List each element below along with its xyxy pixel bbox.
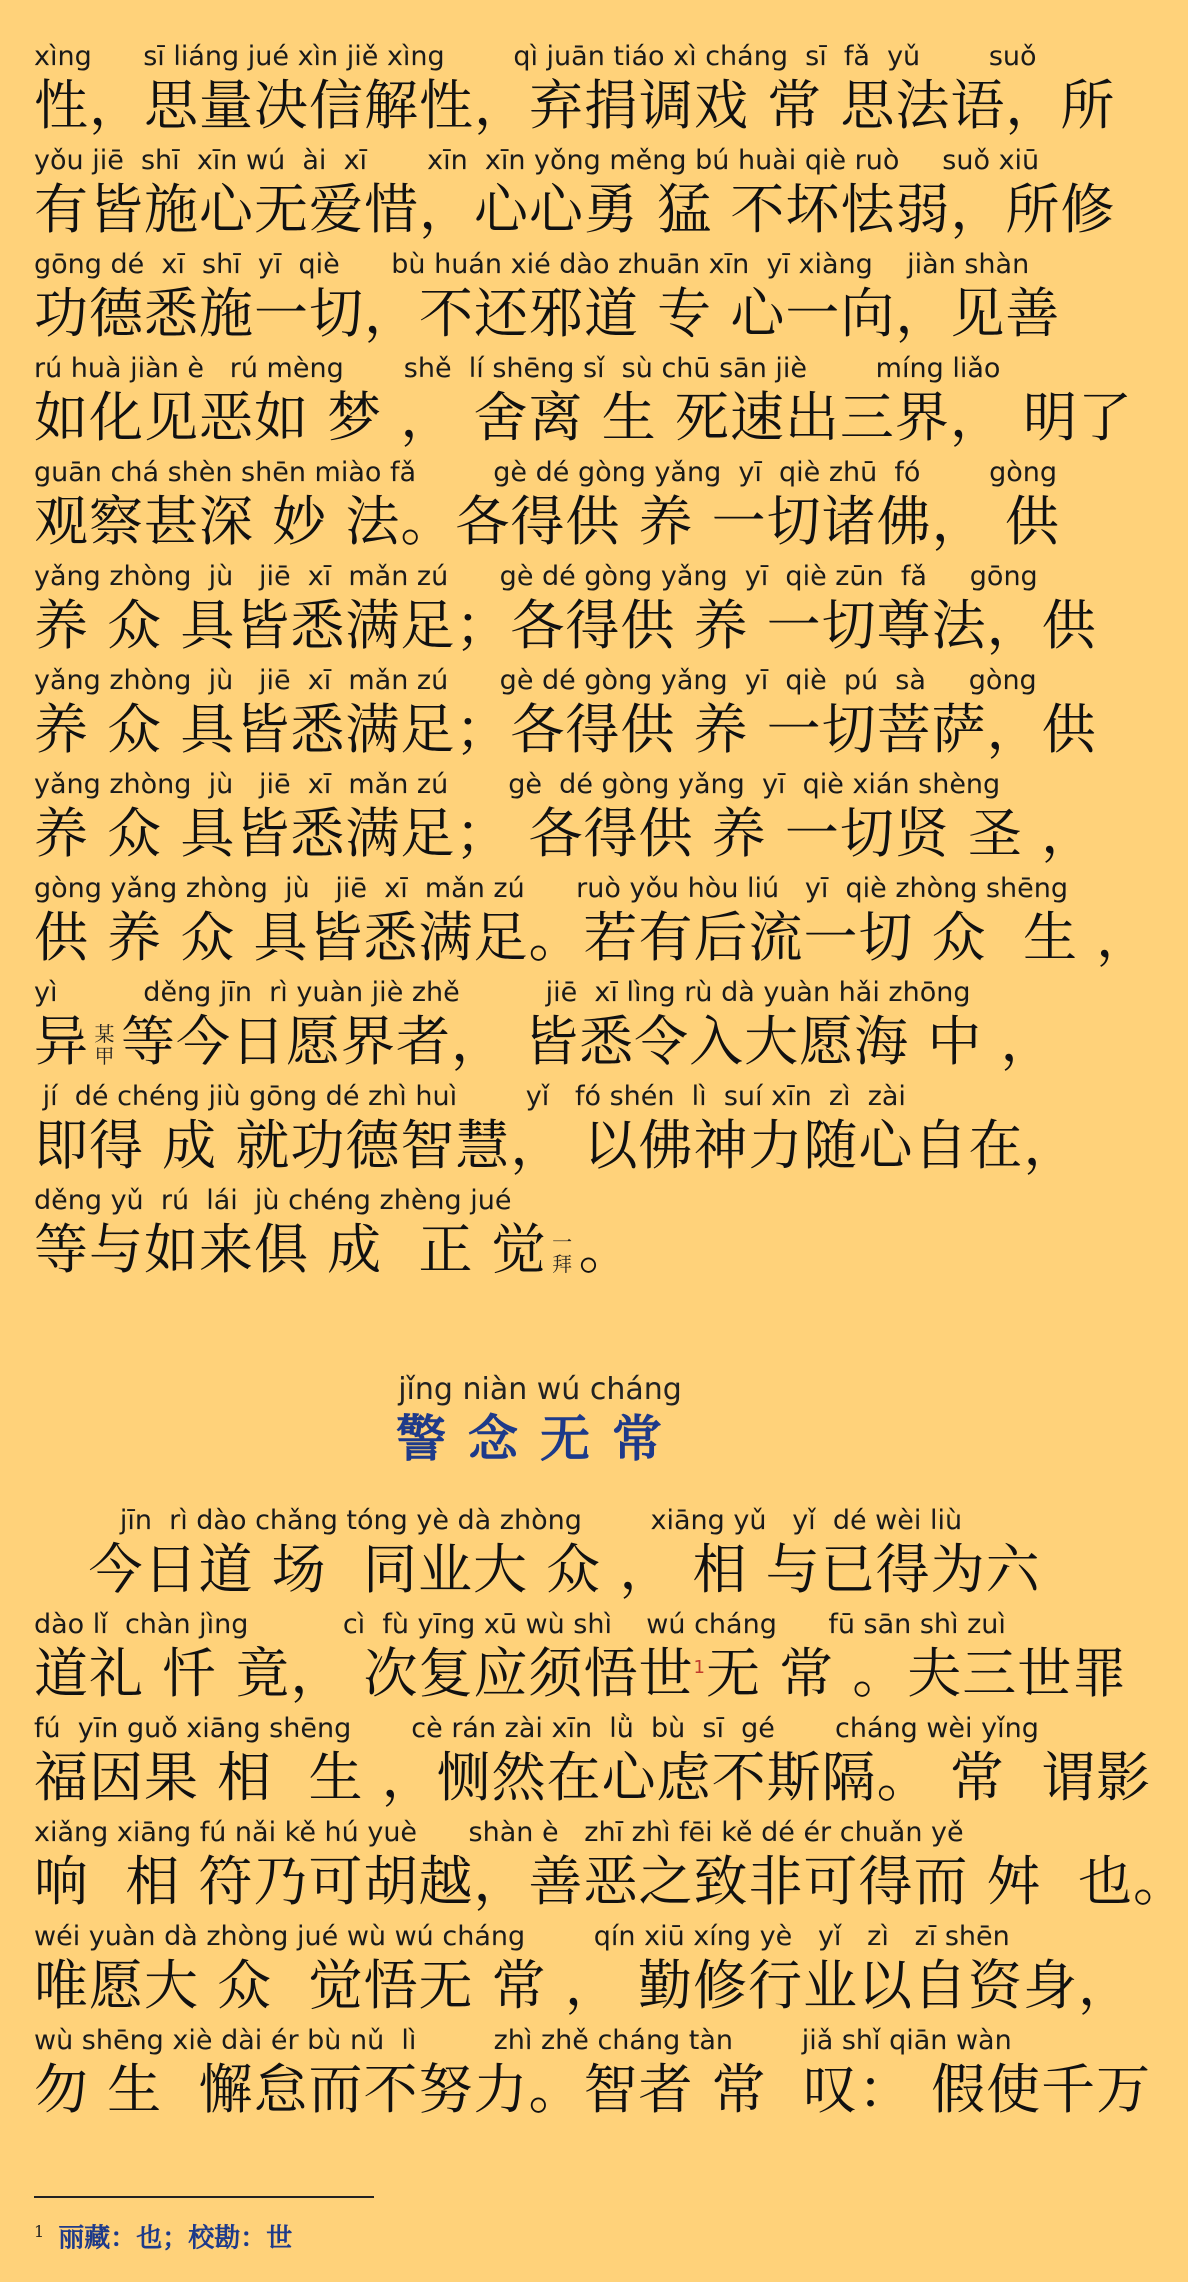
hanzi-row: 养 众 具皆悉满足；各得供 养 一切菩萨，供	[34, 698, 1097, 761]
footnote	[34, 2212, 934, 2252]
text-line	[34, 248, 1061, 346]
hanzi-text: 无 常 。夫三世罪	[705, 1642, 1128, 1705]
hanzi-row: 今日道 场 同业大 众 ， 相 与已得为六	[34, 1538, 1041, 1601]
pinyin-row: wù shēng xiè dài ér bù nǔ lì zhì zhě cháng tàn jiǎ shǐ qiān wàn	[34, 2025, 1012, 2056]
pinyin-row: gòng yǎng zhòng jù jiē xī mǎn zú ruò yǒu hòu liú yī qiè zhòng shēng	[34, 873, 1069, 904]
hanzi-text: 道礼 忏 竟， 次复应须悟世	[34, 1642, 694, 1705]
footnote-ref[interactable]: 1	[693, 1657, 706, 1678]
hanzi-row	[34, 1642, 1128, 1706]
text-line	[34, 976, 1054, 1074]
pinyin-row: xiǎng xiāng fú nǎi kě hú yuè shàn è zhī zhì fēi kě dé ér chuǎn yě	[34, 1817, 964, 1848]
text-line	[34, 1816, 1188, 1914]
text-line	[34, 40, 1116, 138]
text-line	[34, 560, 1097, 658]
footnote-mark: 1	[34, 2222, 45, 2241]
interlinear-note: 某甲	[94, 1022, 116, 1069]
hanzi-row: 功德悉施一切，不还邪道 专 心一向，见善	[34, 282, 1061, 345]
footnote-divider	[34, 2196, 374, 2198]
hanzi-row	[34, 1218, 1054, 1282]
hanzi-row: 响 相 符乃可胡越，善恶之致非可得而 舛 也。	[34, 1850, 1188, 1913]
pinyin-row: wéi yuàn dà zhòng jué wù wú cháng qín xiū xíng yè yǐ zì zī shēn	[34, 1921, 1010, 1952]
text-line	[34, 1608, 1128, 1706]
text-line	[34, 1080, 1079, 1178]
text-line	[34, 1184, 1054, 1282]
hanzi-text: 。	[578, 1218, 634, 1281]
hanzi-text: 异	[34, 1010, 89, 1073]
hanzi-row: 观察甚深 妙 法。各得供 养 一切诸佛， 供	[34, 490, 1060, 553]
pinyin-row: dào lǐ chàn jìng cì fù yīng xū wù shì wú cháng fū sān shì zuì	[34, 1609, 1006, 1640]
pinyin-row: yǒu jiē shī xīn wú ài xī xīn xīn yǒng měng bú huài qiè ruò suǒ xiū	[34, 145, 1040, 176]
pinyin-row: xìng sī liáng jué xìn jiě xìng qì juān tiáo xì cháng sī fǎ yǔ suǒ	[34, 41, 1037, 72]
hanzi-row: 如化见恶如 梦 ， 舍离 生 死速出三界， 明了	[34, 386, 1133, 449]
text-line	[34, 768, 1097, 866]
pinyin-row: jí dé chéng jiù gōng dé zhì huì yǐ fó shén lì suí xīn zì zài	[34, 1081, 906, 1112]
section-title-pinyin: jǐng niàn wú cháng	[398, 1372, 682, 1407]
text-line	[34, 872, 1152, 970]
text-line	[34, 1504, 1054, 1602]
text-line	[34, 352, 1133, 450]
text-line	[34, 1712, 1152, 1810]
footnote-text: 丽藏：也；校勘：世	[58, 2223, 293, 2254]
hanzi-row: 勿 生 懈怠而不努力。智者 常 叹： 假使千万	[34, 2058, 1152, 2121]
text-line	[34, 2024, 1152, 2122]
pinyin-row: rú huà jiàn è rú mèng shě lí shēng sǐ sù chū sān jiè míng liǎo	[34, 353, 1001, 384]
pinyin-row: guān chá shèn shēn miào fǎ gè dé gòng yǎng yī qiè zhū fó gòng	[34, 457, 1058, 488]
pinyin-row: yǎng zhòng jù jiē xī mǎn zú gè dé gòng yǎng yī qiè pú sà gòng	[34, 665, 1037, 696]
pinyin-row: děng yǔ rú lái jù chéng zhèng jué	[34, 1185, 512, 1216]
text-line	[34, 144, 1116, 242]
hanzi-row: 养 众 具皆悉满足； 各得供 养 一切贤 圣 ，	[34, 802, 1097, 865]
text-line	[34, 664, 1097, 762]
hanzi-text: 等与如来俱 成 正 觉	[34, 1218, 547, 1281]
pinyin-row: fú yīn guǒ xiāng shēng cè rán zài xīn lǜ bù sī gé cháng wèi yǐng	[34, 1713, 1039, 1744]
hanzi-row: 有皆施心无爱惜，心心勇 猛 不坏怯弱，所修	[34, 178, 1116, 241]
hanzi-row: 福因果 相 生 ，恻然在心虑不斯隔。 常 谓影	[34, 1746, 1152, 1809]
hanzi-row: 性，思量决信解性，弃捐调戏 常 思法语，所	[34, 74, 1116, 137]
pinyin-row: gōng dé xī shī yī qiè bù huán xié dào zhuān xīn yī xiàng jiàn shàn	[34, 249, 1030, 280]
hanzi-row: 即得 成 就功德智慧， 以佛神力随心自在，	[34, 1114, 1079, 1177]
text-line	[34, 456, 1060, 554]
text-line	[34, 1920, 1133, 2018]
pinyin-row: yì děng jīn rì yuàn jiè zhě jiē xī lìng rù dà yuàn hǎi zhōng	[34, 977, 971, 1008]
hanzi-row: 养 众 具皆悉满足；各得供 养 一切尊法，供	[34, 594, 1097, 657]
pinyin-row: yǎng zhòng jù jiē xī mǎn zú gè dé gòng yǎng yī qiè xián shèng	[34, 769, 1001, 800]
section-title: 警念无常	[396, 1409, 684, 1468]
hanzi-row: 唯愿大 众 觉悟无 常 ， 勤修行业以自资身，	[34, 1954, 1133, 2017]
hanzi-row: 供 养 众 具皆悉满足。若有后流一切 众 生 ，	[34, 906, 1152, 969]
interlinear-note: 一拜	[552, 1230, 574, 1277]
pinyin-row: jīn rì dào chǎng tóng yè dà zhòng xiāng yǔ yǐ dé wèi liù	[34, 1505, 963, 1536]
hanzi-text: 等今日愿界者， 皆悉令入大愿海 中 ，	[121, 1010, 1056, 1073]
pinyin-row: yǎng zhòng jù jiē xī mǎn zú gè dé gòng yǎng yī qiè zūn fǎ gōng	[34, 561, 1038, 592]
hanzi-row	[34, 1010, 1054, 1074]
